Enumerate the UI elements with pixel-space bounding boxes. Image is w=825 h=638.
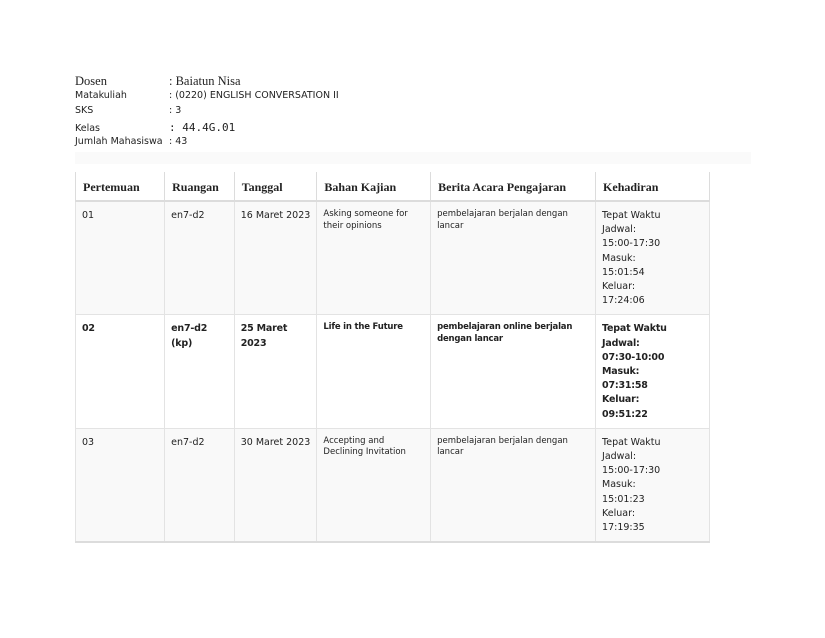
jadwal-value: 15:00-17:30 [602, 465, 661, 477]
attendance-status: Tepat Waktu [602, 436, 661, 448]
kelas-value: : 44.4G.01 [169, 120, 236, 134]
table-row [76, 315, 710, 428]
course-info [75, 74, 339, 152]
jadwal-label: Jadwal: [602, 337, 640, 349]
masuk-value: 15:01:54 [602, 266, 645, 278]
cell-ruangan: en7-d2 [165, 201, 235, 315]
cell-tanggal: 16 Maret 2023 [234, 201, 317, 315]
attendance-table [75, 172, 710, 543]
cell-pertemuan: 03 [76, 428, 165, 542]
cell-bahan-kajian: Accepting and Declining Invitation [317, 428, 431, 542]
masuk-label: Masuk: [602, 479, 636, 491]
cell-kehadiran [596, 201, 710, 315]
matakuliah-value: : (0220) ENGLISH CONVERSATION II [169, 89, 339, 101]
keluar-label: Keluar: [602, 507, 636, 519]
sks-label: SKS [75, 105, 94, 116]
info-row-kelas [75, 121, 339, 137]
jumlah-mahasiswa-label: Jumlah Mahasiswa [75, 136, 163, 147]
dosen-value: : Baiatun Nisa [169, 74, 241, 88]
cell-bahan-kajian: Asking someone for their opinions [317, 201, 431, 315]
cell-tanggal: 30 Maret 2023 [234, 428, 317, 542]
masuk-label: Masuk: [602, 366, 640, 378]
sks-value: : 3 [169, 105, 182, 116]
matakuliah-label: Matakuliah [75, 89, 127, 101]
info-row-jumlah [75, 136, 339, 152]
cell-bahan-kajian: Life in the Future [317, 315, 431, 428]
masuk-label: Masuk: [602, 252, 636, 264]
section-divider [75, 152, 751, 164]
cell-berita-acara: pembelajaran online berjalan dengan lancar [431, 315, 596, 428]
jadwal-label: Jadwal: [602, 224, 637, 236]
cell-berita-acara: pembelajaran berjalan dengan lancar [431, 428, 596, 542]
table-row [76, 428, 710, 542]
keluar-value: 09:51:22 [602, 408, 648, 420]
kelas-label: Kelas [75, 122, 101, 134]
keluar-value: 17:19:35 [602, 522, 645, 534]
info-row-sks [75, 105, 339, 121]
cell-tanggal: 25 Maret 2023 [234, 315, 317, 428]
header-bahan-kajian: Bahan Kajian [317, 172, 431, 201]
table-header-row [76, 172, 710, 201]
header-ruangan: Ruangan [165, 172, 235, 201]
header-pertemuan: Pertemuan [76, 172, 165, 201]
masuk-value: 07:31:58 [602, 380, 648, 392]
info-row-matakuliah [75, 90, 339, 106]
dosen-label: Dosen [75, 74, 107, 88]
keluar-label: Keluar: [602, 394, 640, 406]
cell-pertemuan: 02 [76, 315, 165, 428]
attendance-status: Tepat Waktu [602, 210, 661, 221]
cell-ruangan: en7-d2 (kp) [165, 315, 235, 428]
header-berita-acara: Berita Acara Pengajaran [431, 172, 596, 201]
keluar-value: 17:24:06 [602, 295, 645, 307]
cell-kehadiran [596, 428, 710, 542]
header-tanggal: Tanggal [234, 172, 317, 201]
jadwal-label: Jadwal: [602, 451, 637, 463]
keluar-label: Keluar: [602, 281, 636, 293]
info-row-dosen [75, 74, 339, 90]
cell-kehadiran [596, 315, 710, 428]
table-row [76, 201, 710, 315]
cell-ruangan: en7-d2 [165, 428, 235, 542]
jumlah-mahasiswa-value: : 43 [169, 136, 188, 147]
jadwal-value: 15:00-17:30 [602, 238, 661, 250]
attendance-status: Tepat Waktu [602, 323, 667, 335]
cell-pertemuan: 01 [76, 201, 165, 315]
masuk-value: 15:01:23 [602, 493, 645, 505]
cell-berita-acara: pembelajaran berjalan dengan lancar [431, 201, 596, 315]
header-kehadiran: Kehadiran [596, 172, 710, 201]
jadwal-value: 07:30-10:00 [602, 351, 665, 363]
